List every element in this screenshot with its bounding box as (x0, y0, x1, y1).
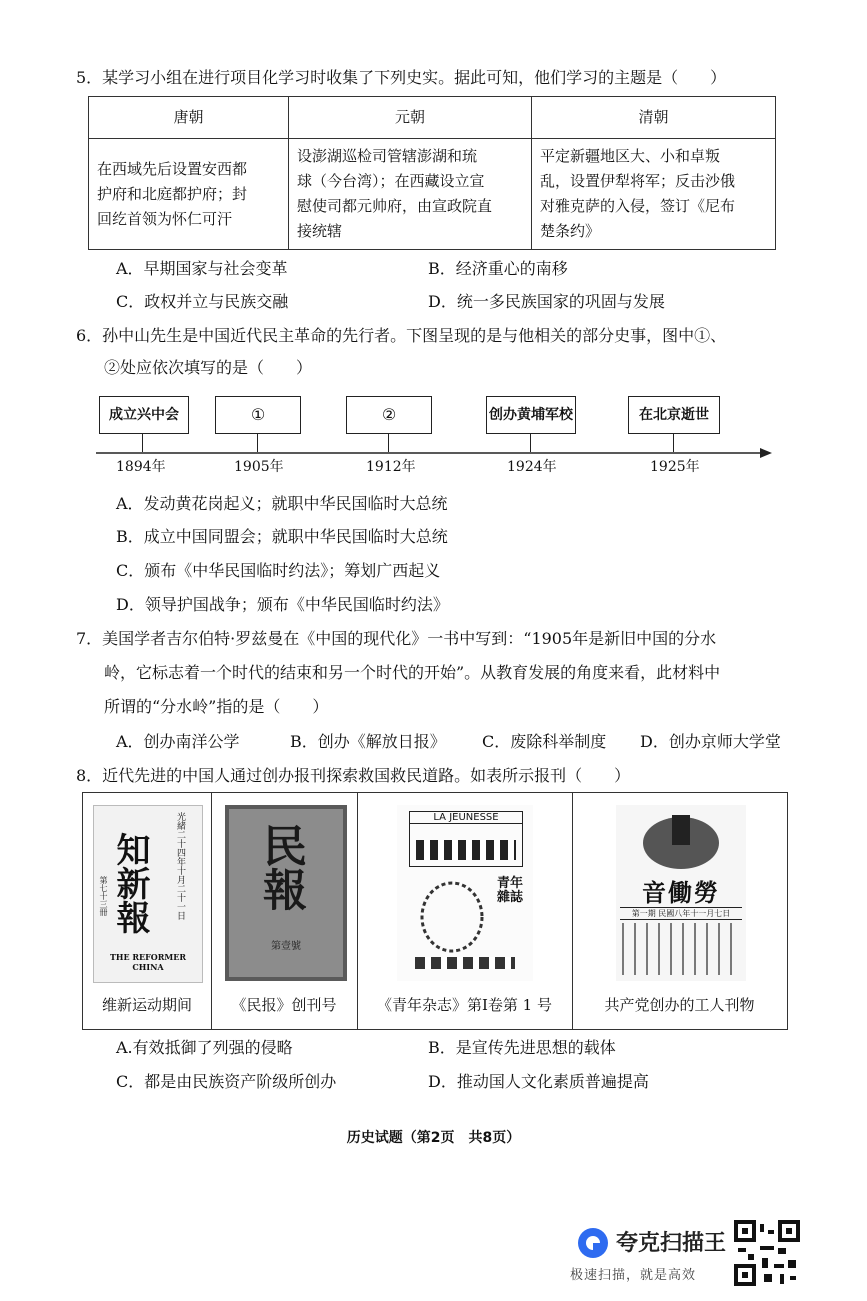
page-footer: 历史试题（第2页 共8页） (346, 1130, 521, 1146)
q7-stem-line1: 7．美国学者吉尔伯特·罗兹曼在《中国的现代化》一书中写到：“1905年是新旧中国的分水 (76, 629, 717, 648)
q8-option-b[interactable]: B．是宣传先进思想的载体 (428, 1038, 616, 1057)
zhixinbao-cover-image (93, 805, 203, 983)
q6-option-d[interactable]: D．领导护国战争；颁布《中华民国临时约法》 (116, 595, 449, 614)
qingnian-title: 青年雜誌 (497, 876, 524, 905)
q8-cell-zhixinbao (83, 793, 212, 1029)
q5-cell-line: 设澎湖巡检司管辖澎湖和琉 (297, 147, 478, 165)
timeline-event-1: 成立兴中会 (99, 396, 189, 434)
watermark-brand: 夸克扫描王 (616, 1231, 727, 1256)
q8-option-d[interactable]: D．推动国人文化素质普遍提高 (428, 1072, 649, 1091)
q8-caption-4: 共产党创办的工人刊物 (604, 996, 755, 1014)
timeline-event-2: ① (215, 396, 301, 434)
laodongyin-subtitle: 第一期 民國八年十一月七日 (620, 907, 742, 920)
q8-cell-laodongyin (572, 793, 787, 1029)
timeline-year-5: 1925年 (650, 459, 700, 475)
q8-option-a[interactable]: A.有效抵御了列强的侵略 (116, 1038, 293, 1057)
q7-option-a[interactable]: A．创办南洋公学 (116, 732, 240, 751)
q7-stem-line2: 岭，它标志着一个时代的结束和另一个时代的开始”。从教育发展的角度来看，此材料中 (104, 663, 721, 682)
q5-option-c[interactable]: C．政权并立与民族交融 (116, 292, 289, 311)
minbao-issue: 第壹號 (271, 941, 301, 952)
timeline-event-5: 在北京逝世 (628, 396, 720, 434)
q6-option-c[interactable]: C．颁布《中华民国临时约法》；筹划广西起义 (116, 561, 441, 580)
laodongyin-fist-icon (636, 807, 726, 873)
q5-cell-line: 护府和北庭都护府；封 (97, 184, 248, 203)
q8-cell-minbao (211, 793, 358, 1029)
q6-stem-line1: 6．孙中山先生是中国近代民主革命的先行者。下图呈现的是与他相关的部分史事，图中①、 (76, 326, 727, 345)
q5-cell-line: 楚条约》 (540, 222, 601, 240)
q8-cell-qingnian (357, 793, 573, 1029)
qingnian-cover-image (397, 805, 533, 981)
quark-logo-icon (576, 1226, 610, 1260)
q8-caption-3: 《青年杂志》第Ⅰ卷第 1 号 (376, 996, 552, 1014)
minbao-title: 民報 (255, 823, 306, 911)
q5-cell-qing (532, 139, 776, 250)
q5-cell-yuan (289, 139, 532, 250)
timeline-event-4: 创办黄埔军校 (486, 396, 576, 434)
q5-stem: 5．某学习小组在进行项目化学习时收集了下列史实。据此可知，他们学习的主题是（ ） (76, 68, 727, 87)
timeline-year-4: 1924年 (507, 459, 557, 475)
laodongyin-cover-image (616, 805, 746, 981)
q5-cell-line: 在西域先后设置安西都 (97, 159, 248, 178)
timeline-year-2: 1905年 (234, 459, 284, 475)
q8-caption-2: 《民报》创刊号 (231, 996, 337, 1014)
q5-option-d[interactable]: D．统一多民族国家的巩固与发展 (428, 292, 665, 311)
q7-option-b[interactable]: B．创办《解放日报》 (290, 732, 446, 751)
minbao-cover-image (225, 805, 347, 981)
qingnian-wreath-icon (417, 877, 487, 955)
q5-option-b[interactable]: B．经济重心的南移 (428, 259, 568, 278)
zhixinbao-date: 光緒二十四年十月二十一日 (175, 812, 185, 920)
q5-cell-line: 平定新疆地区大、小和卓叛 (540, 147, 721, 165)
q5-option-a[interactable]: A．早期国家与社会变革 (116, 259, 288, 278)
q5-header-tang: 唐朝 (89, 97, 289, 139)
q7-stem-line3: 所谓的“分水岭”指的是（ ） (104, 697, 329, 716)
q6-stem-line2: ②处应依次填写的是（ ） (104, 358, 313, 377)
q5-table (88, 96, 776, 250)
q5-cell-line: 慰使司都元帅府，由宣政院直 (297, 197, 493, 215)
q8-stem: 8．近代先进的中国人通过创办报刊探索救国救民道路。如表所示报刊（ ） (76, 766, 631, 785)
timeline-event-3: ② (346, 396, 432, 434)
q7-option-c[interactable]: C．废除科举制度 (482, 732, 607, 751)
watermark-slogan: 极速扫描，就是高效 (570, 1268, 697, 1283)
q8-table (82, 792, 788, 1030)
q5-header-qing: 清朝 (532, 97, 776, 139)
zhixinbao-english: THE REFORMER CHINA (109, 952, 187, 972)
q8-caption-1: 维新运动期间 (101, 996, 192, 1014)
q5-cell-line: 乱，设置伊犁将军；反击沙俄 (540, 172, 736, 190)
q5-cell-line: 接统辖 (297, 222, 343, 240)
q5-cell-line: 对雅克萨的入侵，签订《尼布 (540, 197, 736, 215)
q5-header-yuan: 元朝 (289, 97, 532, 139)
q6-option-b[interactable]: B．成立中国同盟会；就职中华民国临时大总统 (116, 527, 448, 546)
q8-option-c[interactable]: C．都是由民族资产阶级所创办 (116, 1072, 337, 1091)
q5-cell-line: 球（今台湾）；在西藏设立宣 (297, 172, 485, 190)
q5-cell-tang (89, 139, 289, 250)
qingnian-banner: LA JEUNESSE (410, 812, 522, 824)
q7-option-d[interactable]: D．创办京师大学堂 (640, 732, 781, 751)
timeline-year-1: 1894年 (116, 459, 166, 475)
q5-cell-line: 回纥首领为怀仁可汗 (97, 209, 233, 228)
timeline-year-3: 1912年 (366, 459, 416, 475)
laodongyin-title: 勞働音 (642, 878, 720, 907)
q6-option-a[interactable]: A．发动黄花岗起义；就职中华民国临时大总统 (116, 494, 448, 513)
qingnian-banner-frame (409, 811, 523, 867)
scanner-watermark (570, 1220, 860, 1290)
zhixinbao-title: 知新報 (110, 832, 150, 934)
zhixinbao-issue: 第七十三冊 (99, 876, 108, 916)
qr-code-icon (734, 1220, 800, 1286)
